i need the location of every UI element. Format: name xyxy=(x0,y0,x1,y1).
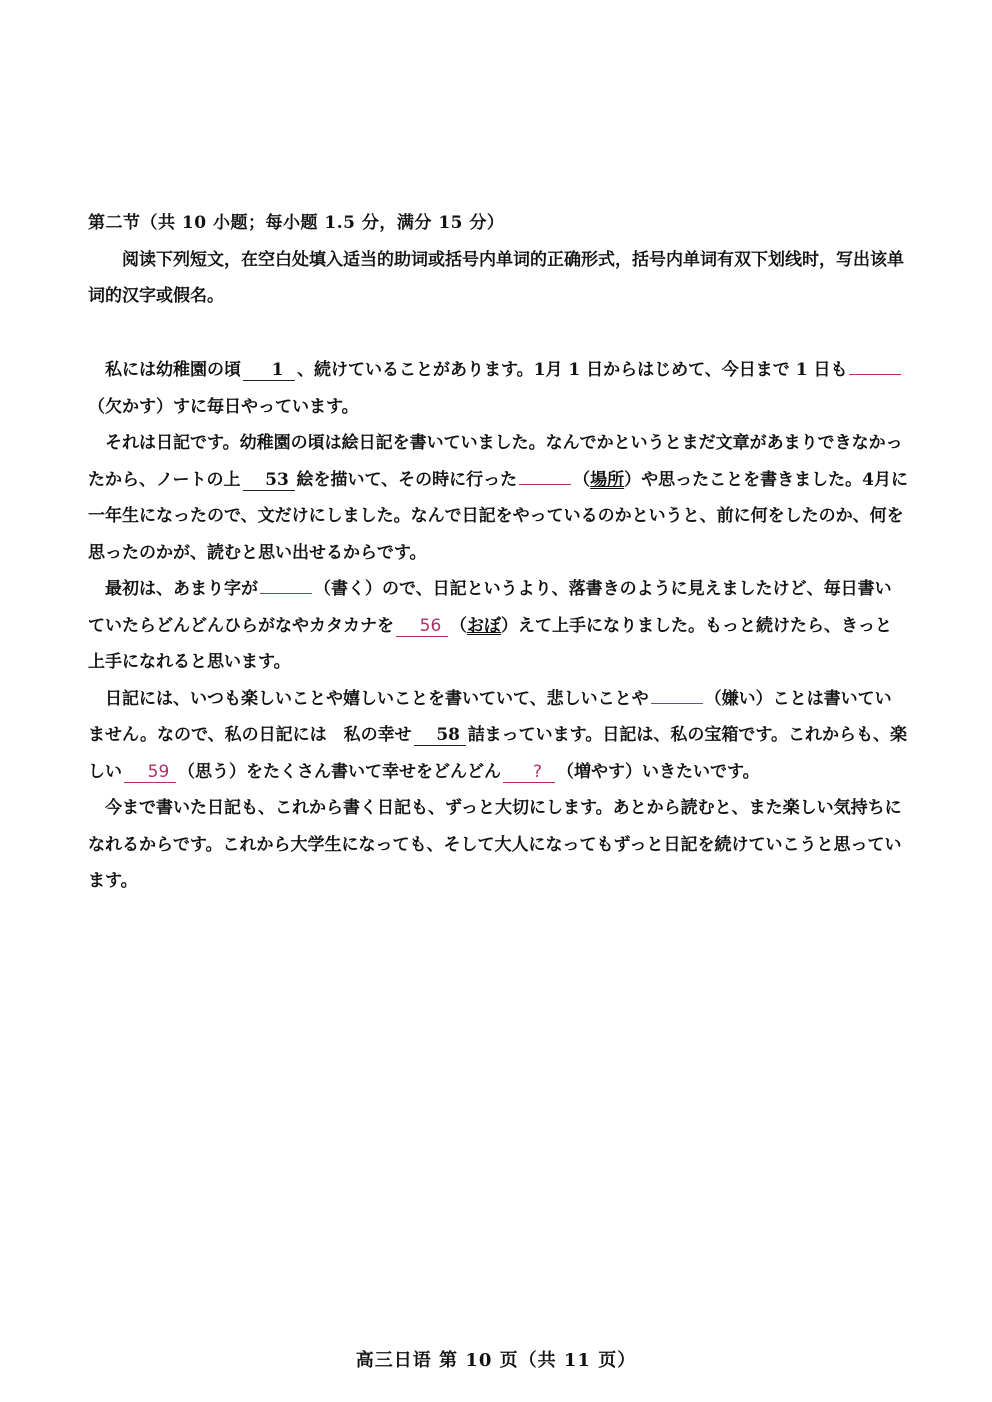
text-fragment: （書く）ので、日記というより、落書きのように見えましたけど、毎日書いていたらどんどんひらがなやカタカナを xyxy=(88,579,892,636)
text-fragment: （ xyxy=(573,469,591,490)
text-fragment: 絵を描いて、その時に行った xyxy=(296,469,518,490)
paragraph-1 xyxy=(88,352,908,425)
answer-blank-2[interactable] xyxy=(849,374,901,375)
answer-blank-54[interactable] xyxy=(519,484,571,485)
instructions-text: 阅读下列短文，在空白处填入适当的助词或括号内单词的正确形式，括号内单词有双下划线时，写出该单词的汉字或假名。 xyxy=(88,250,904,306)
text-fragment: 私には幼稚園の頃 xyxy=(105,360,241,380)
answer-blank-56[interactable]: 56 xyxy=(396,616,448,637)
answer-blank-57[interactable] xyxy=(651,703,703,704)
section-title: 第二节（共 10 小题；每小题 1.5 分，满分 15 分） xyxy=(88,213,505,233)
text-fragment: 、続けていることがあります。1月 1 日からはじめて、今日まで 1 日も xyxy=(297,360,848,380)
reading-passage xyxy=(88,352,908,900)
answer-blank-53[interactable]: 53 xyxy=(243,470,295,491)
text-fragment: 最初は、あまり字が xyxy=(105,579,258,599)
text-fragment: （ xyxy=(450,615,467,636)
paragraph-5: 今まで書いた日記も、これから書く日記も、ずっと大切にします。あとから読むと、また楽しい気持ちになれるからです。これから大学生になっても、そして大人になってもずっと日記を続けていこうと思っています。 xyxy=(88,798,902,891)
answer-blank-60[interactable]: ? xyxy=(503,762,555,783)
text-fragment: （増やす）いきたいです。 xyxy=(557,761,760,782)
double-underlined-word: おぼ xyxy=(467,615,501,636)
answer-blank-55[interactable] xyxy=(260,593,312,594)
answer-blank-59[interactable]: 59 xyxy=(124,762,176,783)
text-fragment: ）えて上手になりました。もっと続けたら、きっと上手になれると思います。 xyxy=(88,615,892,672)
paragraph-4 xyxy=(88,681,908,791)
text-fragment: 日記には、いつも楽しいことや嬉しいことを書いていて、悲しいことや xyxy=(105,688,649,709)
text-fragment: （思う）をたくさん書いて幸せをどんどん xyxy=(178,761,501,782)
answer-blank-1[interactable]: 1 xyxy=(243,360,295,381)
text-fragment: （欠かす）すに毎日やっています。 xyxy=(88,396,359,417)
answer-blank-58[interactable]: 58 xyxy=(414,725,466,746)
text-fragment: ）や思ったことを書きました。4月に一年生になったので、文だけにしました。なんで日記をやっているのかというと、前に何をしたのか、何を思ったのかが、読むと思い出せるからです。 xyxy=(88,469,908,563)
text-fragment: （嫌い）ことは書いていません。なので、私の日記には 私の幸せ xyxy=(88,688,892,745)
paragraph-2 xyxy=(88,425,908,571)
page-footer: 高三日语 第 10 页（共 11 页） xyxy=(355,1350,637,1371)
double-underlined-word: 場所 xyxy=(590,469,625,490)
text-fragment: それは日記です。幼稚園の頃は絵日記を書いていました。なんでかというとまだ文章があまりできなかったから、ノートの上 xyxy=(88,433,903,490)
paragraph-3 xyxy=(88,571,908,681)
text-fragment: 詰まっています。日記は、私の宝箱です。これからも、楽しい xyxy=(88,725,907,782)
